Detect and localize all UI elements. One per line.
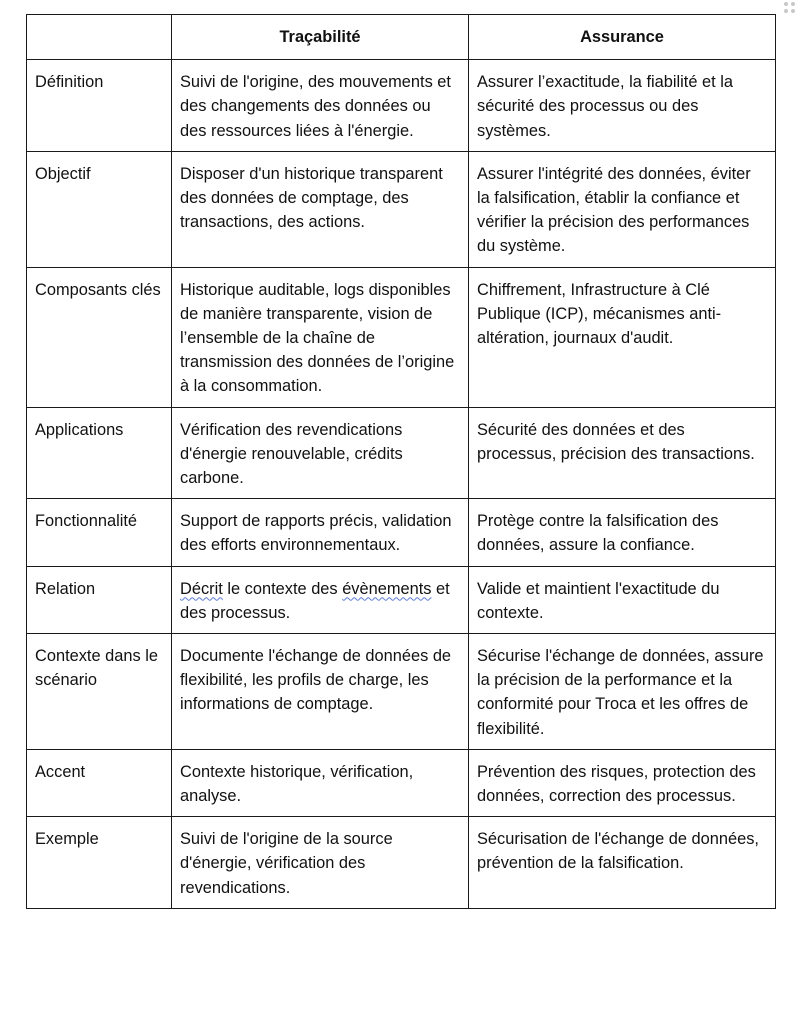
spellcheck-word[interactable]: évènements xyxy=(342,579,432,598)
row-label: Composants clés xyxy=(27,267,172,407)
tracabilite-cell xyxy=(172,566,469,633)
spellcheck-word[interactable]: Décrit xyxy=(180,579,223,598)
cell-text: le contexte des xyxy=(222,579,343,598)
table-row xyxy=(27,749,776,816)
comparison-table xyxy=(26,14,776,909)
header-cell-empty xyxy=(27,15,172,60)
table-row xyxy=(27,634,776,750)
assurance-cell: Protège contre la falsification des données, assure la confiance. xyxy=(469,499,776,566)
cell-text: et des processus. xyxy=(180,579,450,622)
row-label: Accent xyxy=(27,749,172,816)
tracabilite-cell: Support de rapports précis, validation des efforts environnementaux. xyxy=(172,499,469,566)
table-row xyxy=(27,499,776,566)
tracabilite-cell: Suivi de l'origine de la source d'énergie, vérification des revendications. xyxy=(172,817,469,909)
row-label: Applications xyxy=(27,407,172,499)
table-row xyxy=(27,151,776,267)
assurance-cell: Chiffrement, Infrastructure à Clé Publique (ICP), mécanismes anti-altération, journaux d'audit. xyxy=(469,267,776,407)
assurance-cell: Sécurité des données et des processus, précision des transactions. xyxy=(469,407,776,499)
tracabilite-cell: Suivi de l'origine, des mouvements et des changements des données ou des ressources liées à l'énergie. xyxy=(172,60,469,152)
row-label: Objectif xyxy=(27,151,172,267)
row-label: Fonctionnalité xyxy=(27,499,172,566)
table-row xyxy=(27,817,776,909)
row-label: Contexte dans le scénario xyxy=(27,634,172,750)
table-row xyxy=(27,566,776,633)
assurance-cell: Sécurise l'échange de données, assure la précision de la performance et la conformité pour Troca et les offres de flexibilité. xyxy=(469,634,776,750)
row-label: Définition xyxy=(27,60,172,152)
tracabilite-cell: Vérification des revendications d'énergie renouvelable, crédits carbone. xyxy=(172,407,469,499)
tracabilite-cell: Historique auditable, logs disponibles de manière transparente, vision de l’ensemble de la chaîne de transmission des données de l’origine à la consommation. xyxy=(172,267,469,407)
header-cell-tracabilite: Traçabilité xyxy=(172,15,469,60)
table-row xyxy=(27,407,776,499)
drag-handle-icon[interactable] xyxy=(782,0,796,14)
row-label: Exemple xyxy=(27,817,172,909)
tracabilite-cell: Contexte historique, vérification, analyse. xyxy=(172,749,469,816)
assurance-cell: Assurer l'intégrité des données, éviter la falsification, établir la confiance et vérifier la précision des performances du système. xyxy=(469,151,776,267)
tracabilite-cell: Disposer d'un historique transparent des données de comptage, des transactions, des actions. xyxy=(172,151,469,267)
row-label: Relation xyxy=(27,566,172,633)
assurance-cell: Sécurisation de l'échange de données, prévention de la falsification. xyxy=(469,817,776,909)
tracabilite-cell: Documente l'échange de données de flexibilité, les profils de charge, les informations de comptage. xyxy=(172,634,469,750)
assurance-cell: Assurer l’exactitude, la fiabilité et la sécurité des processus ou des systèmes. xyxy=(469,60,776,152)
table-row xyxy=(27,60,776,152)
header-cell-assurance: Assurance xyxy=(469,15,776,60)
assurance-cell: Prévention des risques, protection des données, correction des processus. xyxy=(469,749,776,816)
table-row xyxy=(27,267,776,407)
table-header-row xyxy=(27,15,776,60)
assurance-cell: Valide et maintient l'exactitude du contexte. xyxy=(469,566,776,633)
